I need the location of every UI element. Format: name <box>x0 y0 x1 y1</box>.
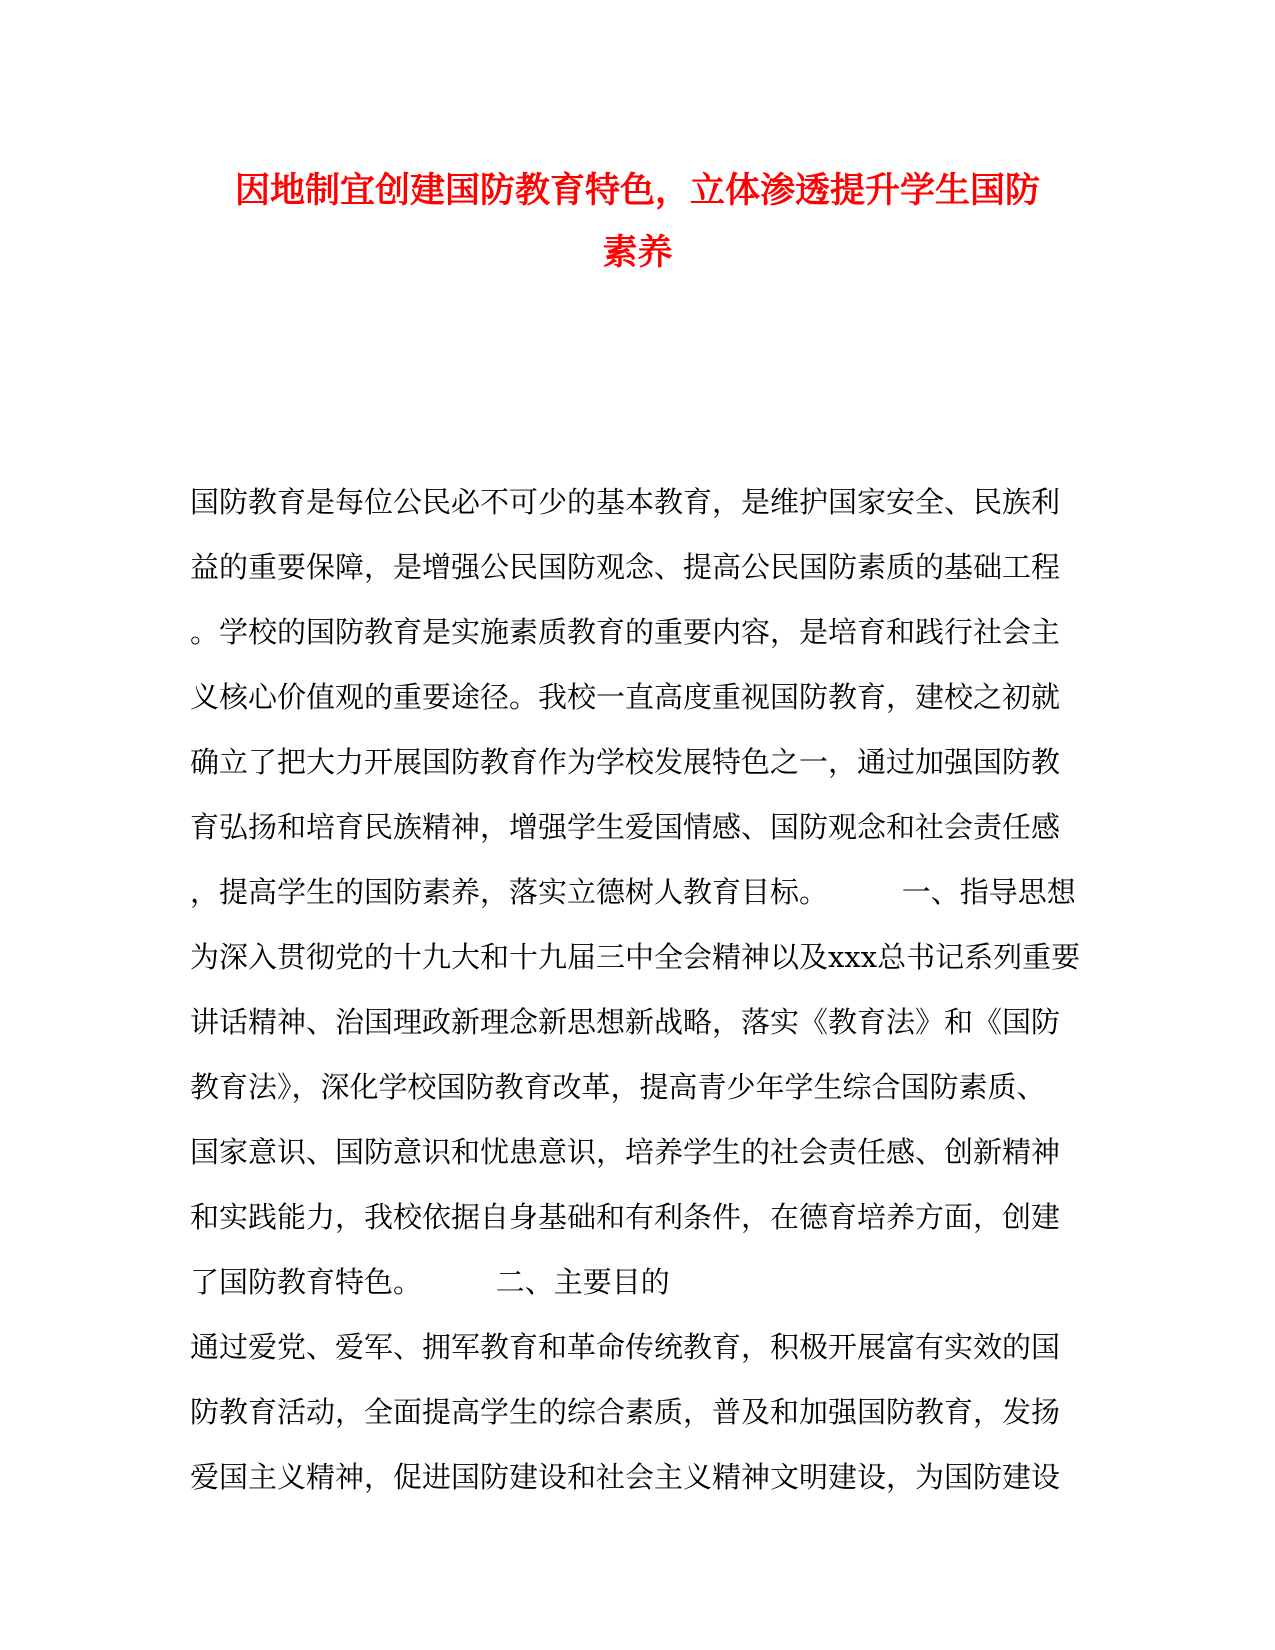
body-line-3: 。学校的国防教育是实施素质教育的重要内容，是培育和践行社会主 <box>190 615 1061 649</box>
body-line-11: 国家意识、国防意识和忧患意识，培养学生的社会责任感、创新精神 <box>190 1135 1061 1169</box>
body-line-9: 讲话精神、治国理政新理念新思想新战略，落实《教育法》和《国防 <box>190 1005 1061 1039</box>
document-body <box>190 470 1090 1510</box>
body-line-16: 爱国主义精神，促进国防建设和社会主义精神文明建设，为国防建设 <box>190 1460 1061 1494</box>
body-line-7: ，提高学生的国防素养，落实立德树人教育目标。 一、指导思想 <box>190 875 1076 909</box>
body-line-8: 为深入贯彻党的十九大和十九届三中全会精神以及xxx总书记系列重要 <box>190 940 1081 974</box>
body-line-1: 国防教育是每位公民必不可少的基本教育，是维护国家安全、民族利 <box>190 485 1061 519</box>
title-line-2: 素养 <box>602 232 673 273</box>
body-line-12: 和实践能力，我校依据自身基础和有利条件，在德育培养方面，创建 <box>190 1200 1061 1234</box>
title-line-1: 因地制宜创建国防教育特色，立体渗透提升学生国防 <box>234 170 1040 211</box>
body-line-4: 义核心价值观的重要途径。我校一直高度重视国防教育，建校之初就 <box>190 680 1061 714</box>
body-line-13: 了国防教育特色。 二、主要目的 <box>190 1265 670 1299</box>
body-line-15: 防教育活动，全面提高学生的综合素质，普及和加强国防教育，发扬 <box>190 1395 1061 1429</box>
body-line-5: 确立了把大力开展国防教育作为学校发展特色之一，通过加强国防教 <box>190 745 1061 779</box>
body-line-6: 育弘扬和培育民族精神，增强学生爱国情感、国防观念和社会责任感 <box>190 810 1061 844</box>
body-line-14: 通过爱党、爱军、拥军教育和革命传统教育，积极开展富有实效的国 <box>190 1330 1061 1364</box>
body-line-2: 益的重要保障，是增强公民国防观念、提高公民国防素质的基础工程 <box>190 550 1061 584</box>
body-line-10: 教育法》，深化学校国防教育改革，提高青少年学生综合国防素质、 <box>190 1070 1046 1104</box>
document-title <box>120 160 1155 284</box>
